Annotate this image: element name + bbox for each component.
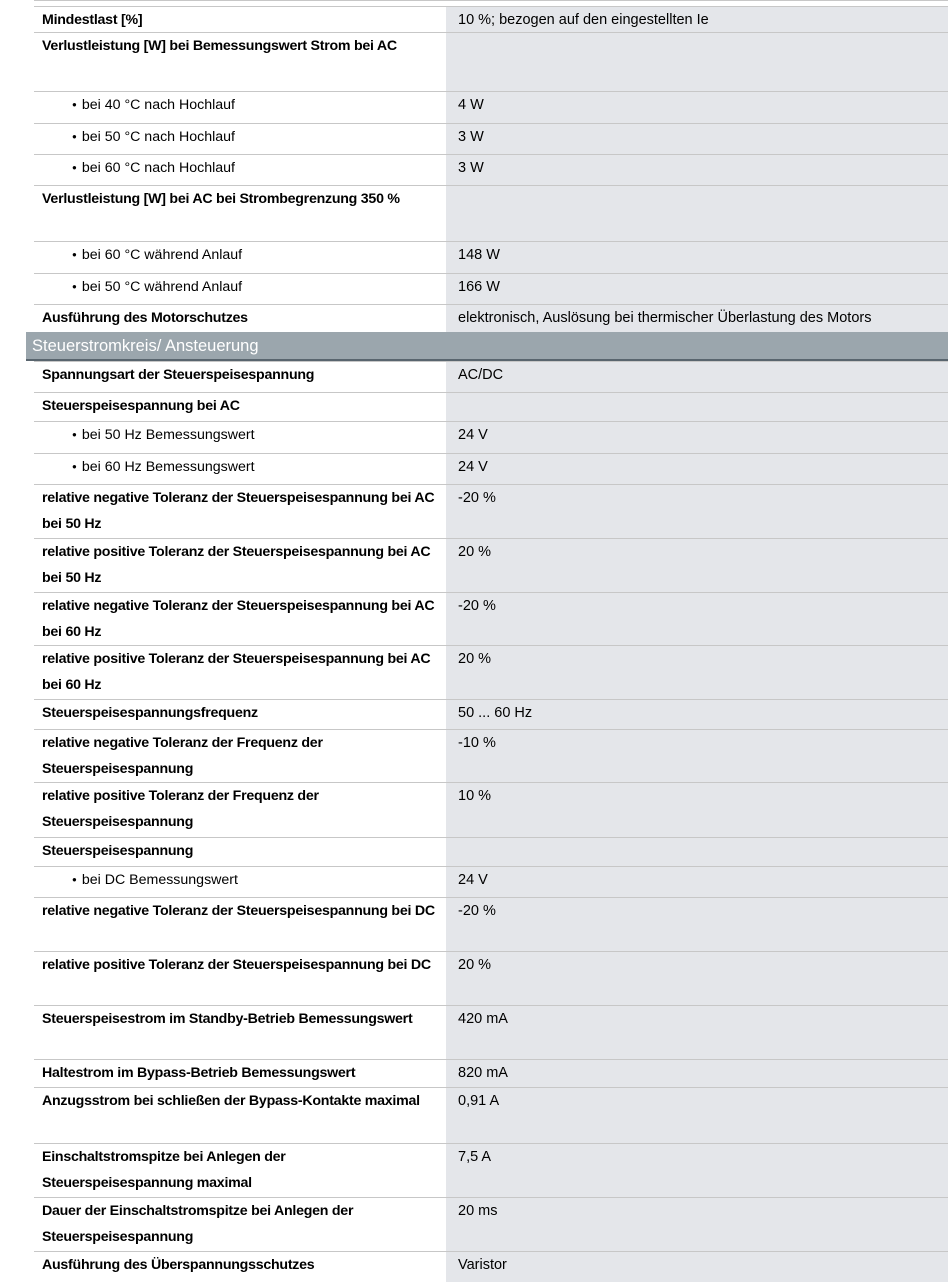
row-value xyxy=(446,33,948,91)
row-value: 24 V xyxy=(446,867,948,897)
table-row xyxy=(34,951,948,1005)
table-row xyxy=(34,782,948,837)
row-sub-label: ● bei 50 °C während Anlauf xyxy=(72,274,467,302)
row-label: relative positive Toleranz der Steuerspeisespannung bei AC bei 50 Hz xyxy=(42,544,431,586)
row-value: 10 %; bezogen auf den eingestellten Ie xyxy=(446,7,948,32)
table-row xyxy=(34,592,948,645)
row-label: relative negative Toleranz der Steuerspeisespannung bei DC xyxy=(42,903,435,919)
row-label: Einschaltstromspitze bei Anlegen der Steuerspeisespannung maximal xyxy=(42,1149,286,1191)
table-row xyxy=(34,538,948,592)
table-row xyxy=(34,453,948,484)
table-row xyxy=(34,1087,948,1143)
row-value: 820 mA xyxy=(446,1060,948,1087)
spec-table-load xyxy=(34,6,948,335)
row-value xyxy=(446,838,948,866)
row-value: 20 ms xyxy=(446,1198,948,1251)
row-sub-label: ● bei 40 °C nach Hochlauf xyxy=(72,92,467,120)
table-row xyxy=(34,897,948,951)
row-value: 10 % xyxy=(446,783,948,837)
table-row xyxy=(34,6,948,32)
row-label: Steuerspeisespannung xyxy=(42,843,194,859)
row-value: 148 W xyxy=(446,242,948,273)
table-row xyxy=(34,91,948,123)
table-row xyxy=(34,837,948,866)
table-row xyxy=(34,645,948,699)
table-row xyxy=(34,1197,948,1251)
row-value: -20 % xyxy=(446,593,948,645)
table-row xyxy=(34,1005,948,1059)
table-row xyxy=(34,392,948,421)
table-row xyxy=(34,484,948,538)
table-row xyxy=(34,154,948,185)
row-value xyxy=(446,186,948,241)
table-row xyxy=(34,699,948,729)
row-label: relative positive Toleranz der Frequenz der Steuerspeisespannung xyxy=(42,788,319,830)
row-value: 0,91 A xyxy=(446,1088,948,1143)
row-value: -10 % xyxy=(446,730,948,782)
row-value: elektronisch, Auslösung bei thermischer Überlastung des Motors xyxy=(446,305,948,335)
row-label: Dauer der Einschaltstromspitze bei Anlegen der Steuerspeisespannung xyxy=(42,1203,354,1245)
table-row xyxy=(34,123,948,154)
table-top-rule xyxy=(34,0,948,1)
row-value: Varistor xyxy=(446,1252,948,1282)
row-label: Steuerspeisespannung bei AC xyxy=(42,398,240,414)
row-value: 20 % xyxy=(446,952,948,1005)
row-value: 3 W xyxy=(446,155,948,185)
row-value: 24 V xyxy=(446,454,948,484)
row-label: Spannungsart der Steuerspeisespannung xyxy=(42,367,315,383)
table-row xyxy=(34,273,948,304)
table-row xyxy=(34,32,948,91)
row-value: 20 % xyxy=(446,646,948,699)
table-row xyxy=(34,1059,948,1087)
row-label: relative positive Toleranz der Steuerspeisespannung bei AC bei 60 Hz xyxy=(42,651,431,693)
row-value: 7,5 A xyxy=(446,1144,948,1197)
table-row xyxy=(34,185,948,241)
row-value: 420 mA xyxy=(446,1006,948,1059)
section-title: Steuerstromkreis/ Ansteuerung xyxy=(32,337,259,355)
table-row xyxy=(34,1143,948,1197)
row-value: 4 W xyxy=(446,92,948,123)
row-sub-label: ● bei 60 °C nach Hochlauf xyxy=(72,155,467,183)
row-label: relative negative Toleranz der Frequenz der Steuerspeisespannung xyxy=(42,735,323,777)
row-value: 20 % xyxy=(446,539,948,592)
row-label: Steuerspeisespannungsfrequenz xyxy=(42,705,258,721)
table-row xyxy=(34,361,948,392)
table-row xyxy=(34,304,948,335)
row-value: -20 % xyxy=(446,898,948,951)
row-value: 50 ... 60 Hz xyxy=(446,700,948,729)
row-label: relative negative Toleranz der Steuerspeisespannung bei AC bei 50 Hz xyxy=(42,490,435,532)
row-value: AC/DC xyxy=(446,362,948,392)
row-value: 166 W xyxy=(446,274,948,304)
row-label: Haltestrom im Bypass-Betrieb Bemessungswert xyxy=(42,1065,356,1081)
row-sub-label: ● bei DC Bemessungswert xyxy=(72,867,467,895)
row-label: Ausführung des Überspannungsschutzes xyxy=(42,1257,315,1273)
row-value: 3 W xyxy=(446,124,948,154)
spec-table-steuerstromkreis xyxy=(34,361,948,1282)
row-sub-label: ● bei 60 Hz Bemessungswert xyxy=(72,454,467,482)
row-label: Verlustleistung [W] bei Bemessungswert Strom bei AC xyxy=(42,38,397,54)
row-sub-label: ● bei 60 °C während Anlauf xyxy=(72,242,467,270)
table-row xyxy=(34,729,948,782)
row-label: Anzugsstrom bei schließen der Bypass-Kontakte maximal xyxy=(42,1093,420,1109)
row-label: Ausführung des Motorschutzes xyxy=(42,310,248,326)
row-label: relative positive Toleranz der Steuerspeisespannung bei DC xyxy=(42,957,431,973)
row-sub-label: ● bei 50 Hz Bemessungswert xyxy=(72,422,467,450)
section-header-steuerstromkreis xyxy=(26,332,948,360)
table-row xyxy=(34,1251,948,1282)
row-label: relative negative Toleranz der Steuerspeisespannung bei AC bei 60 Hz xyxy=(42,598,435,640)
row-label: Verlustleistung [W] bei AC bei Strombegrenzung 350 % xyxy=(42,191,400,207)
row-label: Steuerspeisestrom im Standby-Betrieb Bemessungswert xyxy=(42,1011,413,1027)
row-value: 24 V xyxy=(446,422,948,453)
row-value xyxy=(446,393,948,421)
row-sub-label: ● bei 50 °C nach Hochlauf xyxy=(72,124,467,152)
table-row xyxy=(34,241,948,273)
table-row xyxy=(34,421,948,453)
row-label: Mindestlast [%] xyxy=(42,12,143,28)
table-row xyxy=(34,866,948,897)
row-value: -20 % xyxy=(446,485,948,538)
